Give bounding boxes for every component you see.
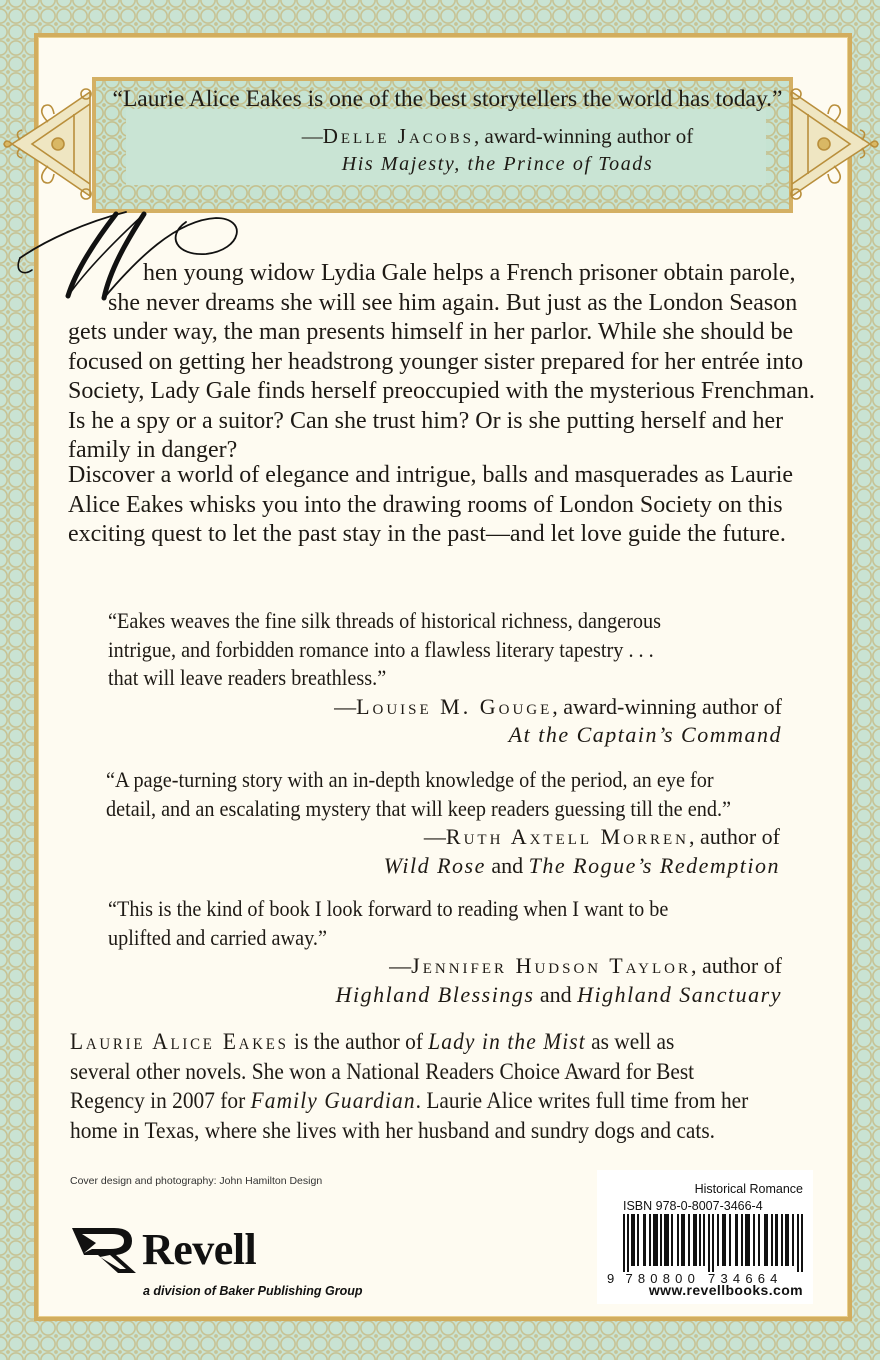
synopsis-line: Is he a spy or a suitor? Can she trust him? Or is she putting herself and her [68, 407, 784, 434]
synopsis-line: Discover a world of elegance and intrigue, balls and masquerades as Laurie [68, 462, 794, 488]
reviewer-role: , author of [690, 953, 782, 978]
synopsis-line: hen young widow Lydia Gale helps a French prisoner obtain parole, [143, 260, 796, 286]
book-title: Highland Blessings [335, 981, 535, 1007]
book-title: Wild Rose [383, 852, 486, 878]
barcode-digits-left: 780800 [625, 1271, 701, 1286]
scroll-ornament-right-icon [788, 84, 880, 204]
publisher-website-link[interactable]: www.revellbooks.com [648, 1282, 803, 1298]
bio-line [70, 1086, 786, 1116]
synopsis-line: she never dreams she will see him again. But just as the London Season [108, 289, 798, 316]
synopsis-line: exciting quest to let the past stay in the past—and let love guide the future. [68, 521, 786, 547]
reviewer-books [106, 852, 816, 881]
publisher-subtitle: a division of Baker Publishing Group [143, 1284, 363, 1298]
reviewer-role: , award-winning author of [552, 693, 782, 719]
reviewer-name: Jennifer Hudson Taylor [411, 953, 691, 978]
review-line: uplifted and carried away.” [108, 924, 327, 950]
and-joiner: and [485, 852, 529, 878]
book-title: The Rogue’s Redemption [528, 852, 780, 878]
bio-line [70, 1027, 786, 1057]
barcode-digit-first: 9 [607, 1271, 620, 1286]
synopsis-line: Alice Eakes whisks you into the drawing rooms of London Society on this [68, 491, 783, 518]
review-line: “This is the kind of book I look forward to reading when I want to be [108, 896, 669, 921]
endorser-role: , award-winning author of [473, 124, 694, 148]
author-name: Laurie Alice Eakes [70, 1029, 289, 1054]
synopsis-paragraph-1 [68, 259, 828, 466]
review-line: intrigue, and forbidden romance into a flawless literary tapestry . . . [108, 636, 654, 662]
endorsement-text: “Laurie Alice Eakes is one of the best storytellers the world has today.” [112, 86, 783, 112]
reviewer-name: Louise M. Gouge [356, 693, 553, 719]
review-attribution: —Ruth Axtell Morren, author of [423, 824, 780, 849]
endorser-name: Delle Jacobs [322, 124, 474, 148]
book-title: Family Guardian [250, 1088, 416, 1113]
review-morren [106, 766, 816, 880]
synopsis-line: family in danger? [68, 437, 238, 463]
review-taylor [108, 895, 818, 1009]
isbn-text: ISBN 978-0-8007-3466-4 [623, 1199, 763, 1213]
review-attribution: —Louise M. Gouge, award-winning author of [334, 693, 782, 719]
bio-line: home in Texas, where she lives with her husband and sundry dogs and cats. [70, 1117, 716, 1143]
reviewer-role: , author of [688, 824, 780, 849]
publisher-name: Revell [142, 1225, 257, 1274]
synopsis-line: focused on getting her headstrong younger sister prepared for her entrée into [68, 348, 804, 375]
bio-text: as well as [585, 1029, 675, 1054]
bio-text: Regency in 2007 for [70, 1088, 251, 1113]
reviewer-books [108, 721, 818, 750]
reviewer-books [108, 981, 818, 1010]
barcode-digits-right: 734664 [708, 1271, 783, 1286]
review-gouge [108, 607, 818, 750]
top-endorsement-attribution [92, 122, 793, 178]
reviewer-name: Ruth Axtell Morren [445, 824, 689, 849]
endorser-book-title: His Majesty, the Prince of Toads [341, 153, 654, 175]
book-title: At the Captain’s Command [508, 722, 782, 747]
em-dash: — [301, 124, 323, 148]
review-line: that will leave readers breathless.” [108, 665, 387, 690]
book-title: Highland Sanctuary [577, 981, 782, 1007]
synopsis-line: gets under way, the man presents himself in her parlor. While she should be [68, 319, 794, 345]
genre-label: Historical Romance [694, 1182, 803, 1196]
review-line: “A page-turning story with an in-depth knowledge of the period, an eye for [106, 767, 714, 792]
review-attribution: —Jennifer Hudson Taylor, author of [389, 953, 782, 978]
scroll-ornament-left-icon [2, 84, 94, 204]
book-title: Lady in the Mist [428, 1029, 586, 1054]
synopsis-paragraph-2 [68, 461, 828, 550]
bio-line: several other novels. She won a National Readers Choice Award for Best [70, 1058, 695, 1084]
synopsis-line: Society, Lady Gale finds herself preoccupied with the mysterious Frenchman. [68, 378, 815, 404]
cover-credit: Cover design and photography: John Hamilton Design [70, 1175, 323, 1187]
revell-r-logo-icon [70, 1225, 140, 1275]
barcode-icon [623, 1214, 803, 1272]
and-joiner: and [534, 981, 578, 1007]
review-line: detail, and an escalating mystery that will keep readers guessing till the end.” [106, 795, 731, 821]
author-bio [70, 1027, 840, 1145]
top-endorsement-quote [92, 84, 793, 114]
barcode-label [597, 1170, 813, 1304]
review-line: “Eakes weaves the fine silk threads of historical richness, dangerous [108, 608, 662, 633]
bio-text: . Laurie Alice writes full time from her [415, 1088, 749, 1113]
bio-text: is the author of [288, 1029, 429, 1054]
